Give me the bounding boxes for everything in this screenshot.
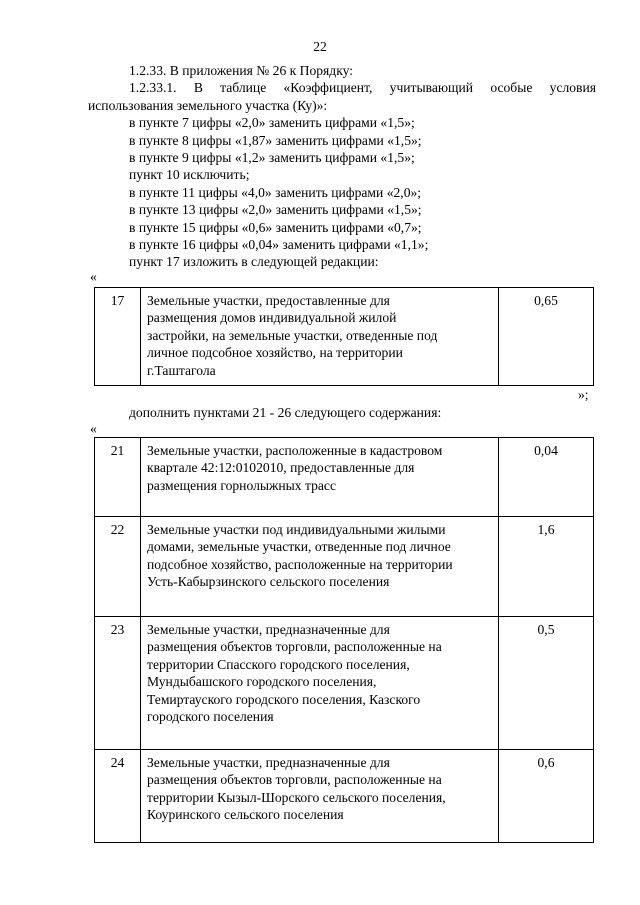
subsection-line-1: 1.2.33.1. В таблице «Коэффициент, учитывающий особые условия <box>129 80 596 96</box>
table-row <box>95 438 594 517</box>
opening-quote: « <box>90 269 97 284</box>
table-row <box>95 288 594 386</box>
row-description: Земельные участки, расположенные в кадастровом квартале 42:12:0102010, предоставленные для размещения горнолыжных трасс <box>141 438 499 517</box>
section-heading: 1.2.33. В приложения № 26 к Порядку: <box>129 63 354 78</box>
row-description: Земельные участки, предназначенные для размещения объектов торговли, расположенные на территории Спасского городского поселения, Мундыбашского городского поселения, Темиртауского городского поселения, Казского городского поселения <box>141 617 499 750</box>
row-description: Земельные участки, предназначенные для размещения объектов торговли, расположенные на территории Кызыл-Шорского сельского поселения, Коуринского сельского поселения <box>141 750 499 843</box>
row-description: Земельные участки под индивидуальными жилыми домами, земельные участки, отведенные под личное подсобное хозяйство, расположенные на территории Усть-Кабырзинского сельского поселения <box>141 517 499 617</box>
row-value: 0,6 <box>499 750 594 843</box>
row-value: 1,6 <box>499 517 594 617</box>
supplement-line: дополнить пунктами 21 - 26 следующего содержания: <box>129 405 442 420</box>
row-number: 24 <box>95 750 141 843</box>
opening-quote-2: « <box>90 421 97 436</box>
amendment-item: в пункте 13 цифры «2,0» заменить цифрами «1,5»; <box>129 202 422 218</box>
amendment-item: в пункте 11 цифры «4,0» заменить цифрами «2,0»; <box>129 184 422 200</box>
amendment-item: в пункте 15 цифры «0,6» заменить цифрами «0,7»; <box>129 219 422 235</box>
amendment-item: пункт 10 исключить; <box>129 167 250 183</box>
row-number: 22 <box>95 517 141 617</box>
row-value: 0,5 <box>499 617 594 750</box>
row-value: 0,04 <box>499 438 594 517</box>
row-number: 17 <box>95 288 141 386</box>
amendment-item: в пункте 9 цифры «1,2» заменить цифрами «1,5»; <box>129 150 415 166</box>
table-row <box>95 750 594 843</box>
coefficient-table-1 <box>94 287 594 386</box>
amendment-item: в пункте 16 цифры «0,04» заменить цифрами «1,1»; <box>129 237 429 253</box>
row-description: Земельные участки, предоставленные для размещения домов индивидуальной жилой застройки, на земельные участки, отведенные под личное подсобное хозяйство, на территории г.Таштагола <box>141 288 499 386</box>
amendment-item: в пункте 8 цифры «1,87» заменить цифрами «1,5»; <box>129 132 422 148</box>
amendment-item: в пункте 7 цифры «2,0» заменить цифрами «1,5»; <box>129 115 415 131</box>
coefficient-table-2 <box>94 437 594 843</box>
row-value: 0,65 <box>499 288 594 386</box>
table-row <box>95 617 594 750</box>
page-number: 22 <box>313 39 327 54</box>
row-number: 23 <box>95 617 141 750</box>
subsection-line-2: использования земельного участка (Ку)»: <box>88 97 328 113</box>
closing-quote: »; <box>578 387 589 402</box>
row-number: 21 <box>95 438 141 517</box>
amendment-text <box>88 62 596 271</box>
table-row <box>95 517 594 617</box>
amendment-item: пункт 17 изложить в следующей редакции: <box>129 254 379 270</box>
